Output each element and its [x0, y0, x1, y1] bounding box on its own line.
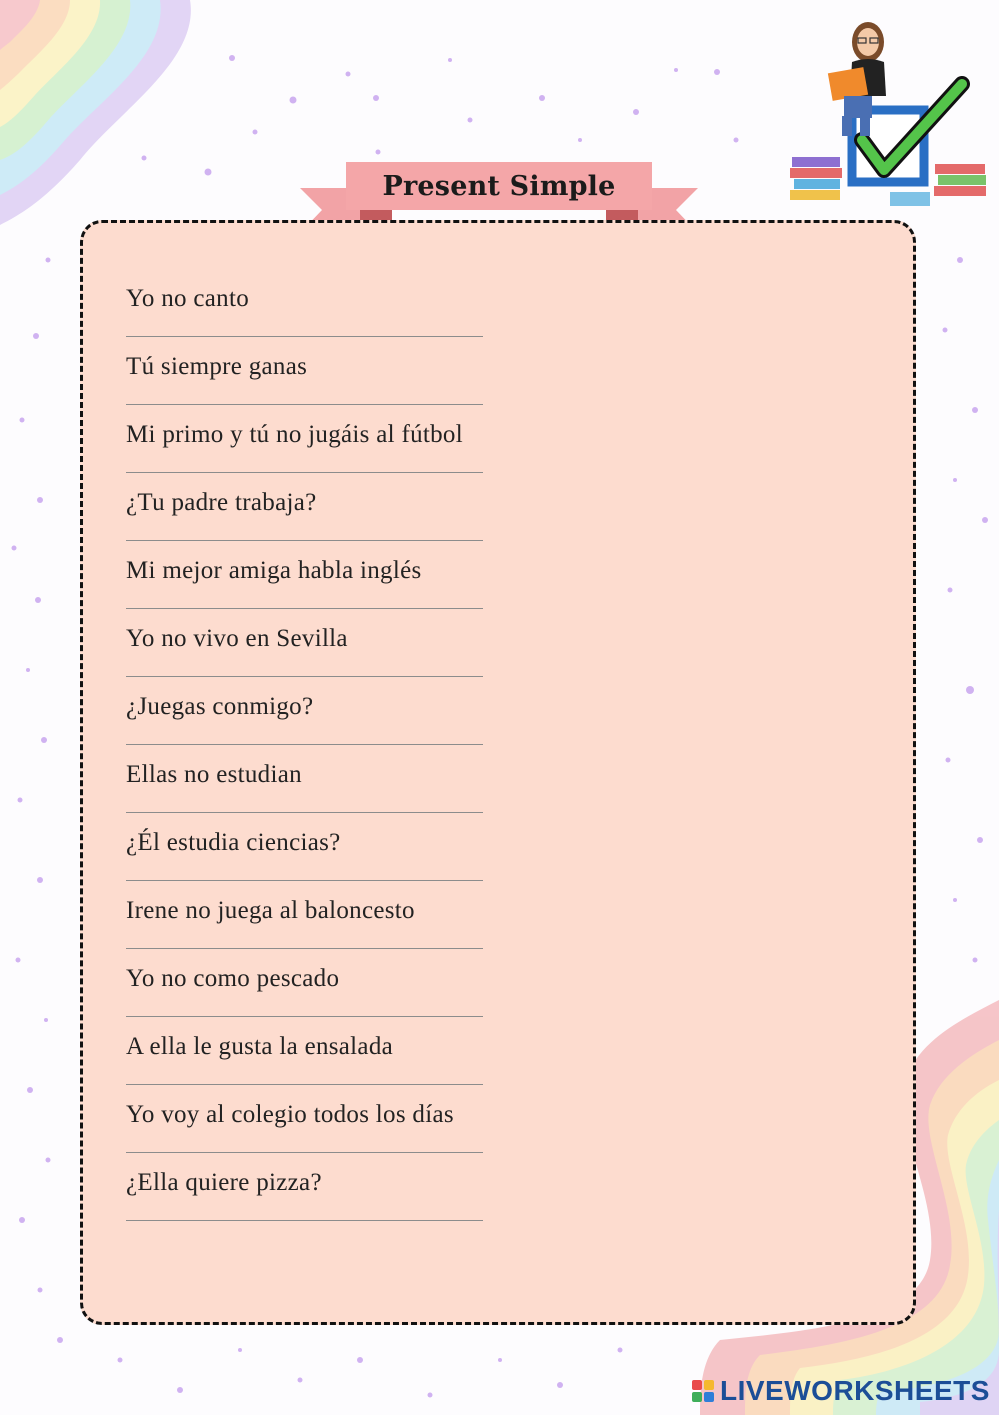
exercise-sentence: ¿Tu padre trabaja?	[126, 489, 317, 516]
exercise-sentence: A ella le gusta la ensalada	[126, 1033, 394, 1060]
exercise-sentence: Mi mejor amiga habla inglés	[126, 557, 422, 584]
answer-line[interactable]	[126, 812, 483, 813]
exercise-item	[126, 760, 646, 828]
exercise-item	[126, 284, 646, 352]
answer-line[interactable]	[126, 404, 483, 405]
exercise-item	[126, 964, 646, 1032]
exercise-sentence: Mi primo y tú no jugáis al fútbol	[126, 421, 463, 448]
exercise-item	[126, 828, 646, 896]
answer-line[interactable]	[126, 608, 483, 609]
liveworksheets-logo-icon	[692, 1380, 714, 1402]
answer-line[interactable]	[126, 1152, 483, 1153]
answer-line[interactable]	[126, 1016, 483, 1017]
exercise-item	[126, 1032, 646, 1100]
exercise-item	[126, 1168, 646, 1236]
answer-line[interactable]	[126, 744, 483, 745]
exercise-sentence: ¿Ella quiere pizza?	[126, 1169, 322, 1196]
exercise-item	[126, 896, 646, 964]
exercise-sentence: ¿Juegas conmigo?	[126, 693, 314, 720]
exercise-item	[126, 624, 646, 692]
exercise-sentence: Yo no canto	[126, 285, 249, 312]
answer-line[interactable]	[126, 1220, 483, 1221]
answer-line[interactable]	[126, 336, 483, 337]
answer-line[interactable]	[126, 540, 483, 541]
teacher-mascot-icon	[780, 12, 995, 212]
liveworksheets-brand[interactable]	[692, 1374, 990, 1408]
exercise-item	[126, 488, 646, 556]
exercise-sentence: Yo no como pescado	[126, 965, 340, 992]
exercise-sentence: Yo voy al colegio todos los días	[126, 1101, 454, 1128]
exercise-sentence: Yo no vivo en Sevilla	[126, 625, 348, 652]
exercise-item	[126, 352, 646, 420]
answer-line[interactable]	[126, 1084, 483, 1085]
exercise-sentence: ¿Él estudia ciencias?	[126, 829, 341, 856]
exercise-list	[126, 284, 646, 1236]
exercise-sentence: Tú siempre ganas	[126, 353, 308, 380]
exercise-item	[126, 420, 646, 488]
exercise-sentence: Ellas no estudian	[126, 761, 302, 788]
brand-name: LIVEWORKSHEETS	[720, 1375, 990, 1406]
answer-line[interactable]	[126, 880, 483, 881]
answer-line[interactable]	[126, 948, 483, 949]
answer-line[interactable]	[126, 472, 483, 473]
page-title: Present Simple	[382, 170, 616, 202]
exercise-sentence: Irene no juega al baloncesto	[126, 897, 415, 924]
exercise-item	[126, 692, 646, 760]
exercise-item	[126, 1100, 646, 1168]
exercise-item	[126, 556, 646, 624]
answer-line[interactable]	[126, 676, 483, 677]
